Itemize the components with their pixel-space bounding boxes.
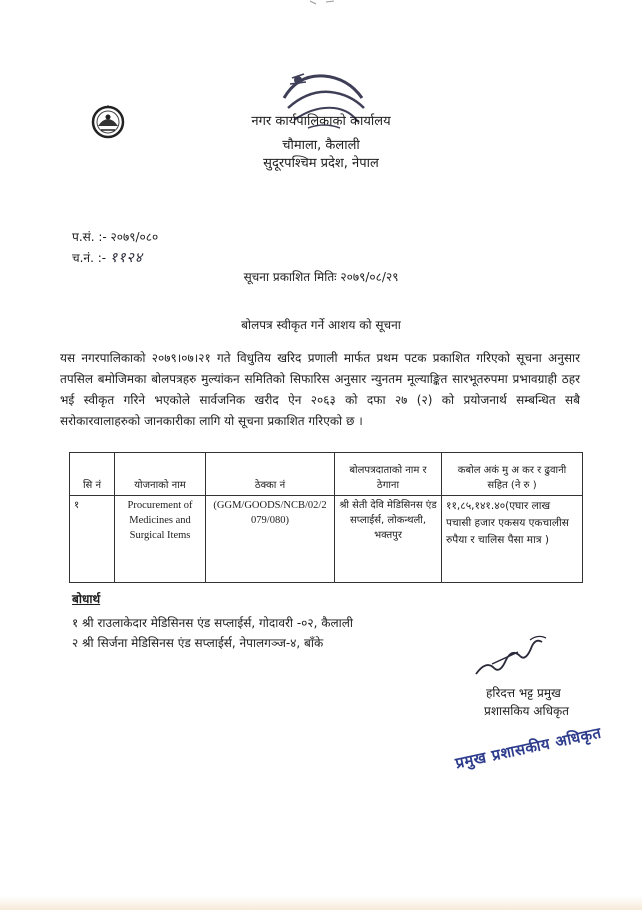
cell-bidder: श्री सेती देवि मेडिसिनस एंड सप्लाईर्स, लोकन्थली, भक्तपुर <box>335 496 442 583</box>
cc-item-1: १ श्री राउलाकेदार मेडिसिनस एंड सप्लाईर्स, गोदावरी -०२, कैलाली <box>72 616 354 630</box>
col-header-sn: सि नं <box>70 453 115 496</box>
table-row <box>70 496 583 583</box>
cc-item-2: २ श्री सिर्जना मेडिसिनस एंड सप्लाईर्स, नेपालगञ्ज-४, बाँके <box>72 636 324 650</box>
top-edge-mark <box>308 0 338 6</box>
signatory-name: हरिदत्त भट्ट प्रमुख <box>486 686 561 700</box>
cell-amount: ११,८५,१४१.४०(एघार लाख पचासी हजार एकसय एकचालीस रुपैया र चालिस पैसा मात्र ) <box>442 496 583 583</box>
notice-subject: बोलपत्र स्वीकृत गर्ने आशय को सूचना <box>241 318 401 332</box>
dispatch-number-label: च.नं. :- <box>72 251 107 265</box>
letterhead-province: सुदूरपश्चिम प्रदेश, नेपाल <box>263 156 379 171</box>
letterhead-org: नगर कार्यपालिकाको कार्यालय <box>251 114 391 129</box>
dispatch-number <box>72 248 143 267</box>
col-header-amount: कबोल अकं मु अ कर र ढुवानी सहित (ने रु ) <box>442 453 583 496</box>
signature-icon <box>472 630 552 682</box>
dispatch-number-handwritten: ११२४ <box>109 250 144 266</box>
publish-date: सूचना प्रकाशित मितिः २०७९/०८/२९ <box>243 270 399 284</box>
letter-number: प.सं. :- २०७९/०८० <box>72 230 159 244</box>
cell-contract: (GGM/GOODS/NCB/02/2 079/080) <box>206 496 335 583</box>
notice-body: यस नगरपालिकाको २०७९।०७।२१ गते विधुतिय खरिद प्रणाली मार्फत प्रथम पटक प्रकाशित गरिएको सूचना अनुसार तपसिल बमोजिमका बोलपत्रहरु मुल्यांकन समितिको सिफारिस अनुसार न्युनतम मूल्याङ्कित सारभूतरुपमा प्रभावग्राही ठहर भई स्वीकृत गरिने भएकोले सार्वजनिक खरीद ऐन २०६३ को दफा २७ (२) को प्रयोजनार्थ सम्बन्धित सबै सरोकारवालाहरुको जानकारीका लागि यो सूचना प्रकाशित गरिएको छ । <box>60 351 580 428</box>
signatory-title: प्रशासकिय अधिकृत <box>484 704 570 718</box>
table-header-row <box>70 453 583 496</box>
col-header-project: योजनाको नाम <box>115 453 206 496</box>
cell-project: Procurement of Medicines and Surgical Items <box>115 496 206 583</box>
cell-sn: १ <box>70 496 115 583</box>
col-header-contract: ठेक्का नं <box>206 453 335 496</box>
official-seal: प्रमुख प्रशासकीय अधिकृत <box>453 723 603 773</box>
col-header-bidder: बोलपत्रदाताको नाम र ठेगाना <box>335 453 442 496</box>
letterhead-place: चौमाला, कैलाली <box>282 138 360 153</box>
bid-table <box>69 452 583 583</box>
cc-heading: बोधार्थ <box>72 592 101 606</box>
page-bottom-edge <box>0 896 642 910</box>
